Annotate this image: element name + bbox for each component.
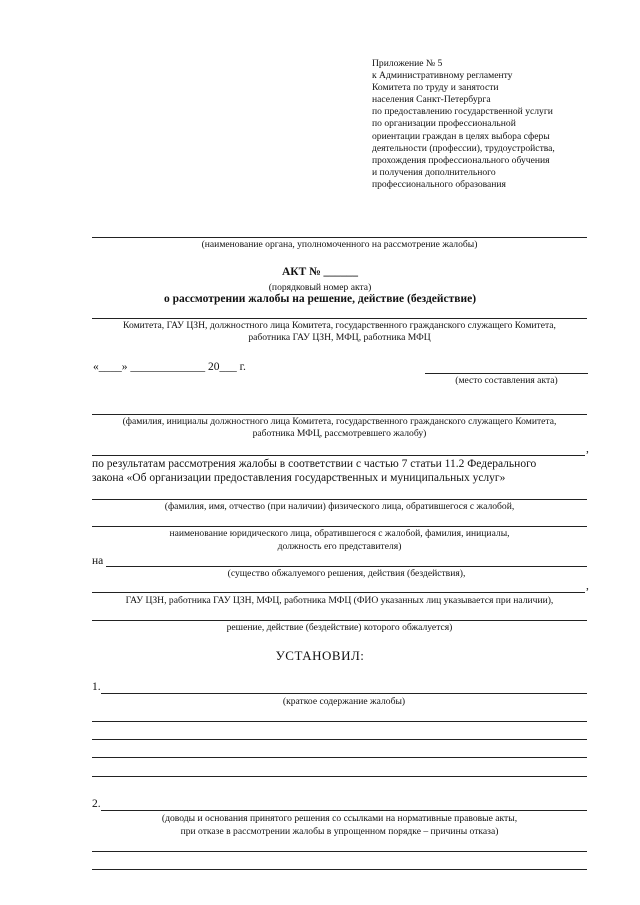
results-line-2: закона «Об организации предоставления государственных и муниципальных услуг» (92, 472, 506, 484)
appendix-line: населения Санкт-Петербурга (372, 94, 491, 106)
act-subject: о рассмотрении жалобы на решение, действие (бездействие) (163, 293, 477, 305)
whose-caption-2: работника ГАУ ЦЗН, МФЦ, работника МФЦ (248, 332, 431, 343)
item2-line[interactable] (101, 810, 587, 811)
place-line[interactable] (425, 373, 588, 374)
item1-extra-line[interactable] (92, 721, 587, 722)
appendix-line: по предоставлению государственной услуги (372, 106, 553, 118)
decision-line[interactable] (92, 620, 587, 621)
appendix-line: по организации профессиональной (372, 118, 516, 130)
essence-caption: (существо обжалуемого решения, действия (бездействия), (227, 568, 466, 579)
appendix-line: ориентации граждан в целях выбора сферы (372, 130, 550, 142)
item2-extra-line[interactable] (92, 851, 587, 852)
comma-mark: , (586, 443, 589, 455)
na-label: на (92, 555, 104, 567)
person-caption: (фамилия, имя, отчество (при наличии) физического лица, обратившегося с жалобой, (164, 501, 515, 512)
whose-line[interactable] (92, 318, 587, 319)
appendix-line: профессионального образования (372, 178, 506, 190)
organ-line[interactable] (92, 237, 587, 238)
essence-line[interactable] (106, 566, 587, 567)
official-caption-1: (фамилия, инициалы должностного лица Комитета, государственного гражданского служащего Комитета, (122, 416, 557, 427)
comma-line[interactable] (92, 455, 585, 456)
place-caption: (место составления акта) (455, 375, 558, 386)
appendix-block (372, 58, 622, 191)
appendix-line: и получения дополнительного (372, 166, 496, 178)
appendix-line: Комитета по труду и занятости (372, 82, 499, 94)
item2-caption-1: (доводы и основания принятого решения со ссылками на нормативные правовые акты, (161, 813, 518, 824)
item1-line[interactable] (101, 693, 587, 694)
official-caption-2: работника МФЦ, рассмотревшего жалобу) (252, 428, 427, 439)
date-line[interactable]: «____» _____________ 20___ г. (93, 361, 246, 373)
item2-extra-line[interactable] (92, 869, 587, 870)
appendix-line: деятельности (профессии), трудоустройства, (372, 142, 555, 154)
item2-label: 2. (92, 798, 101, 810)
official-line[interactable] (92, 414, 587, 415)
gau-caption: ГАУ ЦЗН, работника ГАУ ЦЗН, МФЦ, работника МФЦ (ФИО указанных лиц указывается при наличии), (125, 595, 554, 606)
legal-caption-1: наименование юридического лица, обратившегося с жалобой, фамилия, инициалы, (169, 528, 510, 539)
act-number-caption: (порядковый номер акта) (268, 282, 372, 293)
item1-caption: (краткое содержание жалобы) (282, 696, 406, 707)
legal-caption-2: должность его представителя) (277, 541, 402, 552)
whose-caption-1: Комитета, ГАУ ЦЗН, должностного лица Комитета, государственного гражданского служащего Комитета, (123, 320, 556, 331)
gau-line[interactable] (92, 592, 585, 593)
item1-extra-line[interactable] (92, 776, 587, 777)
item1-label: 1. (92, 681, 101, 693)
established-heading: УСТАНОВИЛ: (275, 648, 365, 663)
comma-mark-2: , (586, 580, 589, 592)
organ-caption: (наименование органа, уполномоченного на рассмотрение жалобы) (201, 239, 478, 250)
person-line[interactable] (92, 499, 587, 500)
item1-extra-line[interactable] (92, 739, 587, 740)
legal-line[interactable] (92, 526, 587, 527)
appendix-line: к Административному регламенту (372, 70, 513, 82)
results-line-1: по результатам рассмотрения жалобы в соответствии с частью 7 статьи 11.2 Федерального (92, 458, 537, 470)
appendix-line: прохождения профессионального обучения (372, 154, 550, 166)
decision-caption: решение, действие (бездействие) которого обжалуется) (226, 622, 453, 633)
item1-extra-line[interactable] (92, 757, 587, 758)
appendix-line: Приложение № 5 (372, 58, 443, 69)
item2-caption-2: при отказе в рассмотрении жалобы в упрощенном порядке – причины отказа) (180, 826, 499, 837)
act-title: АКТ № ______ (281, 266, 359, 278)
